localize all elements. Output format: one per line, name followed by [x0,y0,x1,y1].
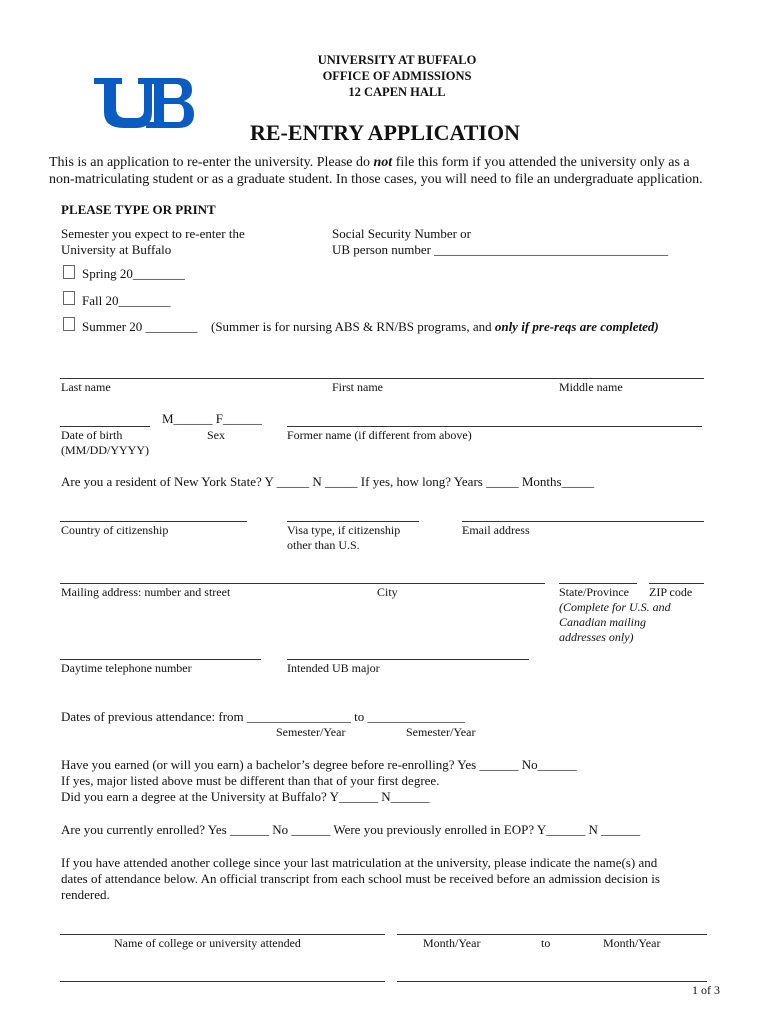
intro-text-not: not [373,155,393,170]
college-name-line-2[interactable] [60,981,385,982]
visa-line[interactable] [287,521,419,522]
sex-label: Sex [207,428,225,442]
fall-checkbox[interactable] [63,291,75,305]
spring-checkbox[interactable] [63,265,75,279]
phone-label: Daytime telephone number [61,661,192,675]
mailing-line[interactable] [60,583,545,584]
month-year-from-label: Month/Year [423,936,481,950]
resident-question[interactable]: Are you a resident of New York State? Y _____ N _____ If yes, how long? Years _____ Months_____ [61,474,595,489]
sex-options[interactable]: M______ F______ [162,411,263,426]
enrolled-question[interactable]: Are you currently enrolled? Yes ______ No ______ Were you previously enrolled in EOP? Y______ N ______ [61,822,641,837]
header-office: OFFICE OF ADMISSIONS [322,69,472,83]
spring-label: Spring 20________ [82,266,185,281]
phone-line[interactable] [60,659,261,660]
fall-label: Fall 20________ [82,293,171,308]
ssn-label-1: Social Security Number or [332,226,471,241]
major-line[interactable] [287,659,529,660]
summer-note-emphasis: only if pre-reqs are completed) [494,319,659,334]
email-line[interactable] [462,521,704,522]
header-address: 12 CAPEN HALL [348,85,446,99]
bachelor-question[interactable]: Have you earned (or will you earn) a bachelor’s degree before re-enrolling? Yes ______ No______ [61,757,577,772]
summer-note [211,319,659,335]
dob-label-2: (MM/DD/YYYY) [61,443,149,457]
month-year-to-label: Month/Year [603,936,661,950]
intro-line-2: non-matriculating student or as a graduate student. In those cases, you will need to file an undergraduate application. [49,172,703,187]
page-number: 1 of 3 [692,983,720,997]
semester-label-2: University at Buffalo [61,242,172,257]
major-label: Intended UB major [287,661,380,675]
mailing-label: Mailing address: number and street [61,585,231,599]
college-name-label: Name of college or university attended [114,936,301,950]
header-university: UNIVERSITY AT BUFFALO [317,53,477,67]
name-line[interactable] [60,378,704,379]
college-name-line[interactable] [60,934,385,935]
middle-name-label: Middle name [559,380,623,394]
college-dates-line[interactable] [397,934,707,935]
former-name-label: Former name (if different from above) [287,428,472,442]
country-label: Country of citizenship [61,523,169,537]
state-label: State/Province [559,585,629,599]
other-college-text-2: dates of attendance below. An official transcript from each school must be received before an admission decision is [61,871,660,886]
intro-text-c: file this form if you attended the university only as a [392,155,690,170]
visa-label-1: Visa type, if citizenship [287,523,401,537]
intro-line-1 [49,155,690,171]
ub-degree-question[interactable]: Did you earn a degree at the University at Buffalo? Y______ N______ [61,789,430,804]
dob-line[interactable] [60,426,150,427]
state-note-1: (Complete for U.S. and [559,600,671,614]
last-name-label: Last name [61,380,111,394]
country-line[interactable] [60,521,247,522]
semester-year-to-label: Semester/Year [406,725,476,739]
former-name-line[interactable] [287,426,702,427]
semester-label-1: Semester you expect to re-enter the [61,226,245,241]
summer-checkbox[interactable] [63,317,75,331]
dob-label-1: Date of birth [61,428,123,442]
visa-label-2: other than U.S. [287,538,360,552]
state-note-3: addresses only) [559,630,634,644]
zip-line[interactable] [649,583,704,584]
ssn-label-2: UB person number ____________________________________ [332,242,669,257]
state-note-2: Canadian mailing [559,615,647,629]
major-different-note: If yes, major listed above must be different than that of your first degree. [61,773,440,788]
city-label: City [377,585,398,599]
please-type-heading: PLEASE TYPE OR PRINT [61,202,216,217]
first-name-label: First name [332,380,383,394]
other-college-text-3: rendered. [61,887,110,902]
dates-prev-attendance[interactable]: Dates of previous attendance: from ________________ to _______________ [61,709,466,724]
college-dates-line-2[interactable] [397,981,707,982]
page-title: RE-ENTRY APPLICATION [250,120,520,145]
summer-label: Summer 20 ________ [82,319,198,334]
intro-text-a: This is an application to re-enter the university. Please do [49,155,374,170]
summer-note-text: (Summer is for nursing ABS & RN/BS programs, and [211,319,495,334]
state-line[interactable] [559,583,637,584]
other-college-text-1: If you have attended another college since your last matriculation at the university, please indicate the name(s) and [61,855,658,870]
semester-year-from-label: Semester/Year [276,725,346,739]
email-label: Email address [462,523,530,537]
zip-label: ZIP code [649,585,693,599]
to-label: to [541,936,551,950]
